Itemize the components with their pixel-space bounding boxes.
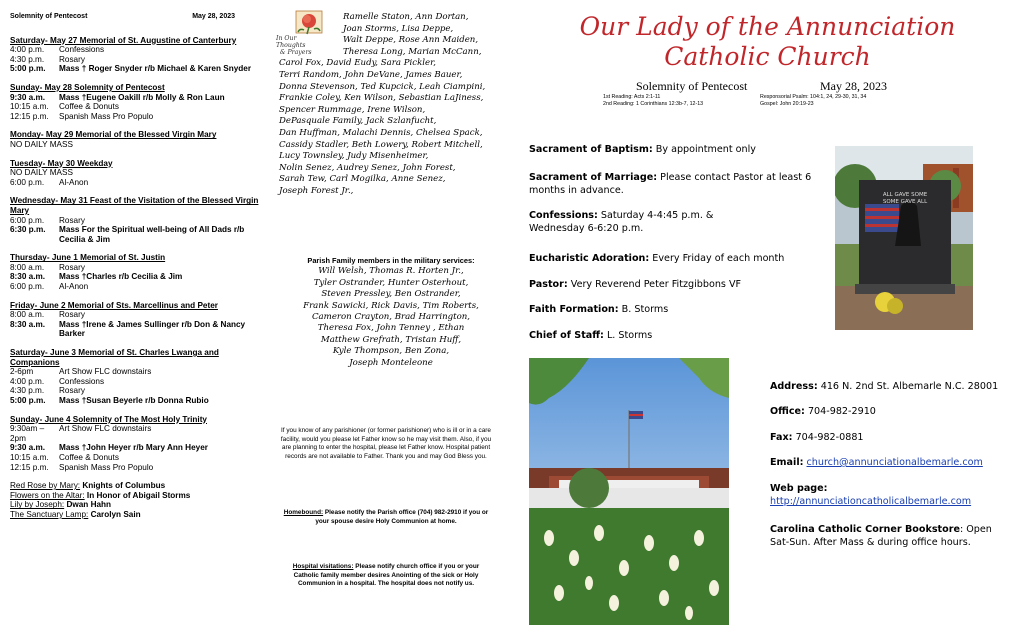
prayers-logo-text-2: Thoughts (276, 42, 306, 49)
schedule-day (10, 253, 265, 291)
dedication-value: Carolyn Sain (90, 509, 141, 519)
contact-label: Web page: (770, 483, 828, 494)
responsorial-psalm: Responsorial Psalm: 104:1, 24, 29-30, 31, 34 (760, 94, 867, 100)
homebound-label: Homebound: (283, 509, 324, 516)
mass-schedule-column (10, 12, 265, 520)
dedication-line (10, 510, 265, 520)
schedule-event: Al-Anon (59, 282, 89, 292)
schedule-row (10, 263, 265, 273)
military-title: Parish Family members in the military services: (307, 256, 475, 265)
schedule-event: Mass †Irene & James Sullinger r/b Don & Nancy Barker (59, 319, 246, 339)
contact-office (770, 405, 876, 418)
schedule-time: 8:30 a.m. (10, 272, 46, 282)
military-name-line: Will Welsh, Thomas R. Horten Jr., (318, 266, 464, 277)
schedule-day-title: Saturday- June 3 Memorial of St. Charles Lwanga and Companions (10, 348, 219, 367)
schedule-event: Rosary (59, 310, 85, 320)
schedule-row (10, 45, 265, 55)
schedule-row (10, 225, 265, 244)
contact-label: Address: (770, 381, 818, 392)
contact-label: Email: (770, 457, 804, 468)
schedule-row (10, 424, 265, 443)
schedule-event: NO DAILY MASS (10, 139, 73, 149)
schedule-day (10, 415, 265, 473)
schedule-row (10, 367, 265, 377)
schedule-event: Coffee & Donuts (59, 102, 119, 112)
info-label: Chief of Staff: (529, 330, 604, 341)
schedule-day (10, 196, 265, 244)
military-name-line: Steven Pressley, Ben Ostrander, (321, 289, 461, 300)
dedication-label: Flowers on the Altar: (10, 490, 85, 500)
prayer-name-line: Joan Storms, Lisa Deppe, (343, 23, 454, 34)
schedule-day-title: Sunday- May 28 Solemnity of Pentecost (10, 82, 165, 92)
info-value: L. Storms (606, 330, 653, 341)
memorial-inscription: ALL GAVE SOME (882, 192, 928, 198)
prayer-list (279, 12, 504, 198)
info-chief-of-staff (529, 329, 652, 342)
office-phone: 704-982-2910 (807, 406, 876, 417)
schedule-time: 4:00 p.m. (10, 45, 45, 55)
dedication-label: Red Rose by Mary: (10, 481, 81, 491)
schedule-time: 10:15 a.m. (10, 452, 49, 462)
contact-bookstore (770, 523, 1005, 549)
schedule-row (10, 64, 265, 74)
schedule-row (10, 93, 265, 103)
dedication-label: Lily by Joseph: (10, 500, 65, 510)
prayer-name-line: DePasquale Family, Jack Szlanfucht, (279, 116, 437, 127)
schedule-day (10, 301, 265, 339)
prayer-name-line: Theresa Long, Marian McCann, (343, 46, 482, 57)
dedications (10, 481, 265, 519)
schedule-event: Art Show FLC downstairs (59, 424, 152, 434)
schedule-event: Art Show FLC downstairs (59, 367, 152, 377)
schedule-day-title: Wednesday- May 31 Feast of the Visitation of the Blessed Virgin Mary (10, 196, 259, 215)
schedule-row (10, 168, 265, 178)
info-label: Eucharistic Adoration: (529, 253, 650, 264)
contact-fax (770, 431, 864, 444)
email-link[interactable]: church@annunciationalbemarle.com (806, 457, 983, 468)
contact-email (770, 456, 983, 469)
schedule-time: 2-6pm (10, 367, 34, 377)
schedule-row (10, 453, 265, 463)
military-name-line: Tyler Ostrander, Hunter Osterhout, (313, 277, 469, 288)
prayer-name-line: Dan Huffman, Malachi Dennis, Chelsea Spack, (279, 127, 483, 138)
info-value: Saturday 4-4:45 p.m. & Wednesday 6-6:20 p.m. (529, 210, 714, 234)
info-value: By appointment only (655, 144, 756, 155)
church-title (540, 12, 995, 72)
schedule-row (10, 443, 265, 453)
prayer-name-line: Joseph Forest Jr., (279, 185, 354, 196)
schedule-row (10, 282, 265, 292)
military-name-line: Cameron Crayton, Brad Harrington, (311, 312, 471, 323)
prayers-logo-text-1: In Our (276, 35, 297, 42)
schedule-event: Rosary (59, 54, 85, 64)
schedule-day (10, 159, 265, 188)
military-name-line: Theresa Fox, John Tenney , Ethan (317, 323, 465, 334)
web-link[interactable]: http://annunciationcatholicalbemarle.com (770, 496, 972, 507)
military-names (276, 266, 506, 369)
schedule-row (10, 377, 265, 387)
info-label: Sacrament of Marriage: (529, 172, 658, 183)
schedule-day-title: Friday- June 2 Memorial of Sts. Marcellinus and Peter (10, 300, 218, 310)
schedule-event: NO DAILY MASS (10, 168, 73, 178)
schedule-event: Spanish Mass Pro Populo (59, 462, 154, 472)
memorial-inscription-2: SOME GAVE ALL (882, 199, 928, 205)
dedication-line (10, 500, 265, 510)
schedule-event: Mass For the Spiritual well-being of All Dads r/b Cecilia & Jim (59, 225, 245, 244)
info-marriage (529, 171, 819, 197)
schedule-event: Coffee & Donuts (59, 452, 119, 462)
homebound-text: Please notify the Parish office (704) 982-2910 if you or your spouse desire Holy Communion at home. (315, 509, 489, 525)
dedication-value: Knights of Columbus (82, 481, 166, 491)
hospital-label: Hospital visitations: (292, 563, 354, 570)
info-value: B. Storms (621, 304, 669, 315)
schedule-time: 6:00 p.m. (10, 177, 45, 187)
schedule-time: 8:00 a.m. (10, 262, 45, 272)
first-reading: 1st Reading: Acts 2:1-11 (603, 94, 661, 100)
info-label: Confessions: (529, 210, 598, 221)
military-name-line: Joseph Monteleone (349, 357, 433, 368)
schedule-event: Confessions (59, 376, 105, 386)
military-name-line: Frank Sawicki, Rick Davis, Tim Roberts, (303, 300, 479, 311)
schedule-row (10, 55, 265, 65)
schedule-row (10, 140, 265, 150)
dedication-value: In Honor of Abigail Storms (86, 490, 191, 500)
dedication-line (10, 491, 265, 501)
schedule-event: Mass † Roger Snyder r/b Michael & Karen Snyder (59, 64, 252, 74)
prayer-name-line: Sarah Tew, Carl Mogilka, Anne Senez, (279, 174, 446, 185)
schedule-event: Mass †John Heyer r/b Mary Ann Heyer (59, 443, 208, 453)
memorial-photo (835, 146, 973, 330)
schedule-row (10, 102, 265, 112)
prayer-name-line: Terri Random, John DeVane, James Bauer, (279, 69, 463, 80)
military-name-line: Kyle Thompson, Ben Zona, (332, 346, 450, 357)
schedule-day-title: Saturday- May 27 Memorial of St. Augustine of Canterbury (10, 35, 237, 45)
sick-visit-note: If you know of any parishioner (or former parishioner) who is ill or in a care facility, would you please let Father know so he may visit them. Also, if you are planning to enter the hospital, please let Father know. Hospital patient records are not available to Father. Thank you and may God Bless you. (280, 427, 492, 460)
schedule-row (10, 463, 265, 473)
schedule-time: 9:30 a.m. (10, 92, 46, 102)
gospel-reading: Gospel: John 20:19-23 (760, 101, 814, 107)
info-value: Every Friday of each month (652, 253, 785, 264)
contact-label: Office: (770, 406, 805, 417)
military-list (276, 255, 506, 369)
schedule-day (10, 348, 265, 406)
schedule-days (10, 36, 265, 473)
info-value: Very Reverend Peter Fitzgibbons VF (570, 279, 742, 290)
schedule-time: 8:30 a.m. (10, 319, 46, 329)
military-name-line: Matthew Grefrath, Tristan Huff, (320, 334, 462, 345)
schedule-event: Al-Anon (59, 177, 89, 187)
schedule-header (10, 12, 235, 22)
prayer-name-line: Spencer Rummage, Irene Wilson, (279, 104, 426, 115)
dedication-label: The Sanctuary Lamp: (10, 509, 89, 519)
contact-label: Carolina Catholic Corner Bookstore (770, 524, 960, 535)
schedule-row (10, 178, 265, 188)
info-faith-formation (529, 303, 668, 316)
schedule-event: Rosary (59, 386, 85, 396)
schedule-row (10, 386, 265, 396)
schedule-day (10, 36, 265, 74)
dedication-value: Dwan Hahn (66, 500, 112, 510)
contact-web (770, 482, 1000, 508)
schedule-row (10, 320, 265, 339)
schedule-time: 8:00 a.m. (10, 310, 45, 320)
info-label: Sacrament of Baptism: (529, 144, 653, 155)
fax-number: 704-982-0881 (795, 432, 864, 443)
prayer-name-line: Lucy Townsley, Judy Misenheimer, (279, 151, 429, 162)
prayer-name-line: Ramelle Staton, Ann Dortan, (343, 12, 469, 22)
prayer-name-line: Frankie Coley, Ken Wilson, Sebastian LaJiness, (279, 93, 484, 104)
prayer-name-line: Cassidy Stadler, Beth Lowery, Robert Mitchell, (279, 139, 483, 150)
schedule-row (10, 216, 265, 226)
schedule-time: 6:30 p.m. (10, 225, 46, 235)
schedule-day (10, 130, 265, 149)
info-label: Pastor: (529, 279, 568, 290)
address-value: 416 N. 2nd St. Albemarle N.C. 28001 (820, 381, 999, 392)
schedule-event: Mass †Charles r/b Cecilia & Jim (59, 272, 183, 282)
schedule-row (10, 310, 265, 320)
schedule-event: Rosary (59, 262, 85, 272)
dedication-line (10, 481, 265, 491)
info-adoration (529, 252, 784, 265)
prayers-logo-text-3: & Prayers (280, 49, 312, 56)
schedule-time: 4:00 p.m. (10, 376, 45, 386)
schedule-header-date: May 28, 2023 (192, 13, 235, 20)
church-title-line-1: Our Lady of the Annunciation (579, 12, 956, 41)
schedule-day-title: Monday- May 29 Memorial of the Blessed Virgin Mary (10, 130, 217, 140)
info-confessions (529, 209, 769, 235)
schedule-event: Mass †Susan Beyerle r/b Donna Rubio (59, 396, 209, 405)
schedule-event: Rosary (59, 215, 85, 225)
schedule-event: Mass †Eugene Oakill r/b Molly & Ron Laun (59, 92, 225, 102)
schedule-row (10, 396, 265, 406)
schedule-time: 4:30 p.m. (10, 54, 45, 64)
church-garden-photo (529, 358, 729, 625)
church-title-line-2: Catholic Church (664, 42, 871, 71)
bulletin-date: May 28, 2023 (820, 79, 887, 93)
schedule-day-title: Sunday- June 4 Solemnity of The Most Holy Trinity (10, 414, 207, 424)
solemnity-title: Solemnity of Pentecost (636, 79, 748, 93)
second-reading: 2nd Reading: 1 Corinthians 12:3b-7, 12-13 (603, 101, 704, 107)
contact-address (770, 380, 998, 393)
schedule-time: 12:15 p.m. (10, 111, 49, 121)
schedule-time: 5:00 p.m. (10, 396, 46, 405)
schedule-day-title: Tuesday- May 30 Weekday (10, 158, 113, 168)
schedule-time: 6:00 p.m. (10, 215, 45, 225)
schedule-day-title: Thursday- June 1 Memorial of St. Justin (10, 253, 166, 263)
schedule-time: 10:15 a.m. (10, 102, 49, 112)
schedule-time: 9:30am – 2pm (10, 424, 45, 443)
schedule-time: 12:15 p.m. (10, 462, 49, 472)
schedule-row (10, 112, 265, 122)
prayer-name-line: Donna Stevenson, Ted Kupcick, Leah Ciampini, (279, 81, 486, 92)
info-value: Please contact Pastor at least 6 months in advance. (529, 172, 812, 196)
prayer-name-line: Nolin Senez, Audrey Senez, John Forest, (279, 162, 456, 173)
schedule-time: 5:00 p.m. (10, 64, 46, 74)
prayer-name-line: Walt Deppe, Rose Ann Maiden, (343, 35, 479, 46)
info-label: Faith Formation: (529, 304, 619, 315)
prayer-name-line: Carol Fox, David Eudy, Sara Pickler, (279, 58, 437, 69)
schedule-time: 9:30 a.m. (10, 443, 46, 453)
bookstore-hours: : Open Sat-Sun. After Mass & during office hours. (770, 524, 992, 548)
schedule-header-title: Solemnity of Pentecost (10, 13, 88, 20)
schedule-day (10, 83, 265, 121)
hospital-text: Please notify church office if you or your Catholic family member desires Anointing of the sick or Holy Communion in a hospital. The hospital does not notify us. (293, 563, 480, 588)
homebound-note (280, 509, 492, 526)
info-pastor (529, 278, 741, 291)
hospital-note (280, 563, 492, 589)
schedule-event: Spanish Mass Pro Populo (59, 111, 154, 121)
contact-label: Fax: (770, 432, 793, 443)
schedule-time: 4:30 p.m. (10, 386, 45, 396)
schedule-event: Confessions (59, 45, 105, 55)
schedule-time: 6:00 p.m. (10, 282, 45, 292)
info-baptism (529, 143, 756, 156)
schedule-row (10, 272, 265, 282)
